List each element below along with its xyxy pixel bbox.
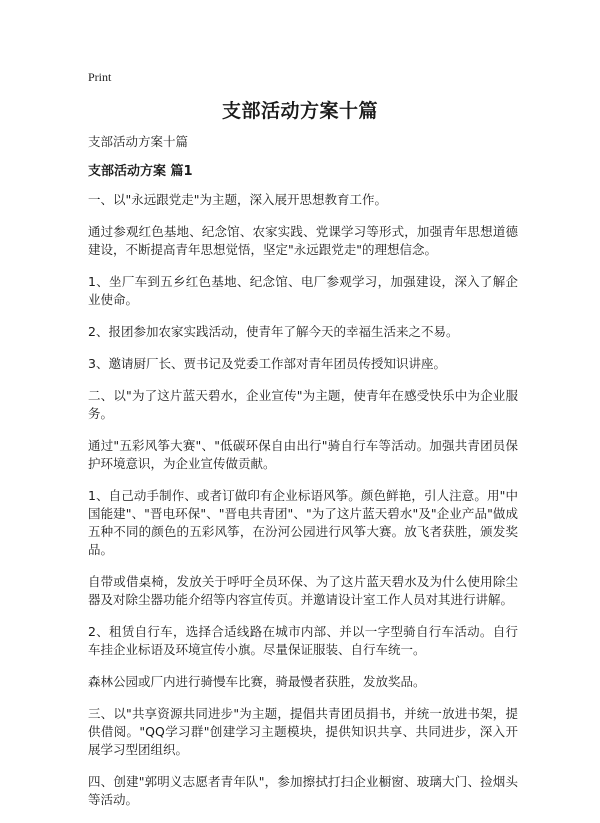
document-body <box>88 133 518 823</box>
page-title: 支部活动方案十篇 <box>221 100 378 122</box>
paragraph: 四、创建"郭明义志愿者青年队"，参加擦拭打扫企业橱窗、玻璃大门、捡烟头等活动。 <box>88 774 518 807</box>
paragraph: 通过"五彩风筝大赛"、"低碳环保自由出行"骑自行车等活动。加强共青团员保护环境意识，为企业宣传做贡献。 <box>88 438 518 471</box>
paragraph: 森林公园或厂内进行骑慢车比赛，骑最慢者获胜，发放奖品。 <box>88 674 426 689</box>
paragraph: 1、坐厂车到五乡红色基地、纪念馆、电厂参观学习，加强建设，深入了解企业使命。 <box>88 274 518 307</box>
paragraph: 三、以"共享资源共同进步"为主题，提倡共青团员捐书，并统一放进书架，提供借阅。"QQ学习群"创建学习主题模块，提供知识共享、共同进步，深入开展学习型团组织。 <box>88 706 518 757</box>
paragraph: 1、自己动手制作、或者订做印有企业标语风筝。颜色鲜艳，引人注意。用"中国能建"、"晋电环保"、"晋电共青团"、"为了这片蓝天碧水"及"企业产品"做成五种不同的颜色的五彩风筝，在汾河公园进行风筝大赛。放飞者获胜，颁发奖品。 <box>88 488 518 557</box>
print-link[interactable]: Print <box>88 70 112 84</box>
document-subtitle: 支部活动方案十篇 <box>88 134 189 149</box>
paragraph: 2、租赁自行车，选择合适线路在城市内部、并以一字型骑自行车活动。自行车挂企业标语及环境宣传小旗。尽量保证服装、自行车统一。 <box>88 624 518 657</box>
section-heading: 支部活动方案 篇1 <box>88 164 193 179</box>
paragraph: 二、以"为了这片蓝天碧水，企业宣传"为主题，使青年在感受快乐中为企业服务。 <box>88 388 518 421</box>
paragraph: 通过参观红色基地、纪念馆、农家实践、党课学习等形式，加强青年思想道德建设，不断提高青年思想觉悟，坚定"永远跟党走"的理想信念。 <box>88 224 518 257</box>
paragraph: 自带或借桌椅，发放关于呼吁全员环保、为了这片蓝天碧水及为什么使用除尘器及对除尘器功能介绍等内容宣传页。并邀请设计室工作人员对其进行讲解。 <box>88 574 518 607</box>
paragraph: 3、邀请厨厂长、贾书记及党委工作部对青年团员传授知识讲座。 <box>88 356 446 371</box>
paragraph: 一、以"永远跟党走"为主题，深入展开思想教育工作。 <box>88 192 388 207</box>
paragraph: 2、报团参加农家实践活动，使青年了解今天的幸福生活来之不易。 <box>88 324 459 339</box>
